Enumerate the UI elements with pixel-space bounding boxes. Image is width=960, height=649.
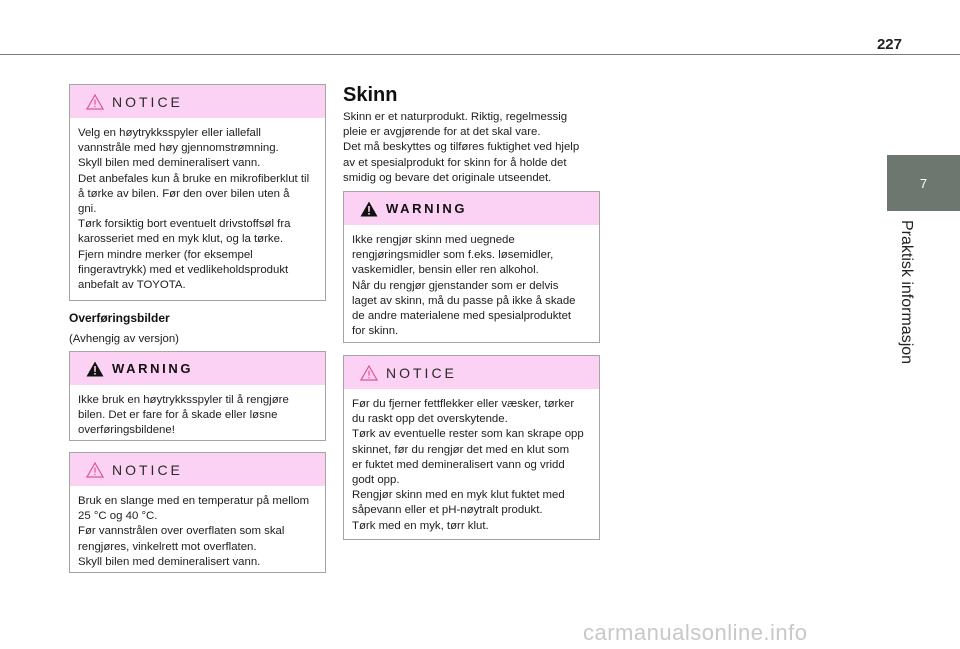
text-line: vannstråle med høy gjennomstrømning.	[78, 142, 279, 155]
notice-label: NOTICE	[386, 364, 457, 381]
warning-triangle-icon	[86, 361, 104, 377]
notice-header	[344, 356, 599, 389]
text-line: gni.	[78, 203, 97, 216]
section-subtitle: (Avhengig av versjon)	[69, 333, 179, 345]
warning-box-decals	[69, 351, 326, 441]
notice-label: NOTICE	[112, 93, 183, 110]
text-line: laget av skinn, må du passe på ikke å skade	[352, 294, 576, 307]
chapter-title: Praktisk informasjon	[898, 220, 915, 365]
notice-box-water	[69, 452, 326, 573]
notice-triangle-icon	[86, 462, 104, 478]
warning-header	[70, 352, 325, 385]
warning-box-leather	[343, 191, 600, 343]
warning-triangle-icon	[360, 201, 378, 217]
page-number: 227	[876, 36, 902, 53]
text-line: karosseriet med en myk klut, og la tørke.	[78, 233, 284, 246]
top-rule	[0, 54, 960, 55]
text-line: Skinn er et naturprodukt. Riktig, regelmessig	[343, 111, 568, 123]
notice-box-leather-care	[343, 355, 600, 540]
text-line: er fuktet med demineralisert vann og vridd	[352, 458, 565, 471]
text-line: Før vannstrålen over overflaten som skal	[78, 525, 285, 538]
text-line: Det anbefales kun å bruke en mikrofiberklut til	[78, 172, 310, 185]
text-line: Bruk en slange med en temperatur på mellom	[78, 495, 310, 507]
warning-header	[344, 192, 599, 225]
text-line: såpevann eller et pH-nøytralt produkt.	[352, 504, 543, 517]
text-line: Tørk av eventuelle rester som kan skrape opp	[352, 428, 584, 441]
text-line: Når du rengjør gjenstander som er delvis	[352, 279, 559, 292]
text-line: Fjern mindre merker (for eksempel	[78, 248, 253, 261]
watermark-link[interactable]: carmanualsonline.info	[583, 620, 808, 645]
notice-triangle-icon	[86, 94, 104, 110]
text-line: fingeravtrykk) med et vedlikeholdsprodukt	[78, 263, 289, 276]
text-line: Velg en høytrykksspyler eller iallefall	[78, 127, 261, 139]
text-line: Skyll bilen med demineralisert vann.	[78, 157, 261, 170]
text-line: skinnet, før du rengjør det med en klut som	[352, 443, 570, 456]
notice-body	[70, 486, 325, 578]
notice-box-cleaning	[69, 84, 326, 301]
text-line: å tørke av bilen. Før den over bilen uten å	[78, 187, 290, 200]
text-line: for skinn.	[352, 325, 399, 338]
text-line: Tørk med en myk, tørr klut.	[352, 519, 489, 532]
text-line: av et spesialprodukt for skinn for å holde det	[343, 156, 567, 169]
warning-label: WARNING	[386, 201, 468, 216]
section-title-leather: Skinn	[343, 84, 398, 106]
text-line: rengjøres, vinkelrett mot overflaten.	[78, 540, 257, 553]
notice-label: NOTICE	[112, 461, 183, 478]
text-line: Ikke rengjør skinn med uegnede	[352, 234, 515, 246]
text-line: Det må beskyttes og tilføres fuktighet ved hjelp	[343, 141, 580, 154]
text-line: Tørk forsiktig bort eventuelt drivstoffsøl fra	[78, 218, 291, 231]
notice-header	[70, 85, 325, 118]
text-line: de andre materialene med spesialproduktet	[352, 310, 572, 323]
notice-body	[70, 118, 325, 301]
text-line: bilen. Det er fare for å skade eller løsne	[78, 409, 278, 422]
text-line: anbefalt av TOYOTA.	[78, 279, 186, 292]
warning-body	[70, 385, 325, 447]
chapter-tab[interactable]: 7	[887, 155, 960, 211]
warning-label: WARNING	[112, 361, 194, 376]
notice-header	[70, 453, 325, 486]
text-line: overføringsbildene!	[78, 424, 175, 437]
text-line: 25 °C og 40 °C.	[78, 510, 158, 523]
notice-triangle-icon	[360, 365, 378, 381]
leather-intro	[343, 110, 603, 186]
chapter-title-vertical	[887, 220, 960, 370]
notice-body	[344, 389, 599, 542]
text-line: rengjøringsmidler som f.eks. løsemidler,	[352, 249, 554, 262]
text-line: Rengjør skinn med en myk klut fuktet med	[352, 489, 565, 502]
warning-body	[344, 225, 599, 347]
text-line: du raskt opp det overskytende.	[352, 413, 508, 426]
text-line: Ikke bruk en høytrykksspyler til å rengjøre	[78, 394, 289, 406]
text-line: pleie er avgjørende for at det skal vare.	[343, 126, 541, 139]
text-line: Skyll bilen med demineralisert vann.	[78, 555, 261, 568]
text-line: godt opp.	[352, 474, 400, 487]
section-title-decals: Overføringsbilder	[69, 311, 170, 325]
text-line: Før du fjerner fettflekker eller væsker, tørker	[352, 398, 575, 410]
text-line: vaskemidler, bensin eller ren alkohol.	[352, 264, 539, 277]
text-line: smidig og bevare det originale utseendet.	[343, 171, 552, 184]
